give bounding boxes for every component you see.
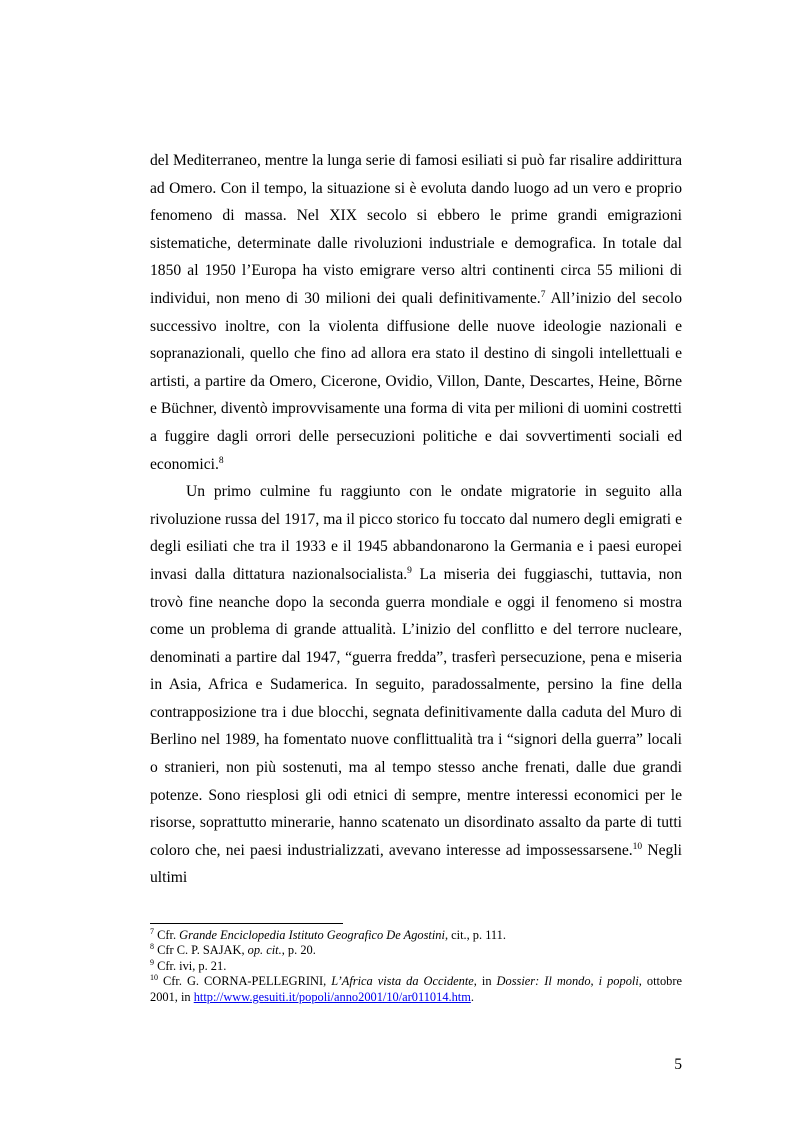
text-run: , in	[473, 974, 497, 989]
footnote-number: 9	[150, 957, 154, 967]
footnote-8	[150, 943, 682, 958]
footnote-ref-9[interactable]: 9	[407, 565, 412, 576]
text-run: Cfr. ivi, p. 21.	[157, 958, 227, 973]
footnotes	[150, 928, 682, 1005]
text-run: .	[470, 989, 474, 1004]
text-run: Cfr C. P. SAJAK,	[157, 943, 248, 958]
text-run: Cfr.	[157, 928, 180, 942]
text-run: , cit., p. 111.	[444, 928, 506, 942]
paragraph-1	[150, 147, 682, 478]
text-run: del Mediterraneo, mentre la lunga serie di famosi esiliati si può far risalire addirittura ad Omero. Con il tempo, la situazione si è evoluta dando luogo ad un vero e proprio fenomeno di massa. Nel XIX secolo si ebbero le prime grandi emigrazioni sistematiche, determinate dalle rivoluzioni industriale e demografica. In totale dal 1850 al 1950 l’Europa ha visto emigrare verso altri continenti circa 55 milioni di individui, non meno di 30 milioni dei quali definitivamente.	[150, 152, 682, 307]
footnote-ref-10[interactable]: 10	[632, 841, 643, 852]
text-run: Negli ultimi	[150, 841, 682, 887]
footnote-7	[150, 928, 682, 943]
text-run: Cfr. G. CORNA-PELLEGRINI,	[163, 974, 332, 989]
footnote-ref-7[interactable]: 7	[540, 289, 546, 300]
text-run: Un primo culmine fu raggiunto con le ondate migratorie in seguito alla rivoluzione russa del 1917, ma il picco storico fu toccato dal numero degli emigrati e degli esiliati che tra il 1933 e il 1945 abbandonarono la Germania e i paesi europei invasi dalla dittatura nazionalsocialista.	[150, 483, 682, 583]
footnote-9	[150, 959, 682, 974]
italic-title: Dossier: Il mondo, i popoli	[496, 974, 639, 989]
text-run: , ottobre 2001, in	[150, 974, 682, 1004]
footnote-10	[150, 974, 682, 1005]
paragraph-2	[150, 478, 682, 892]
footnote-ref-8[interactable]: 8	[218, 455, 224, 466]
italic-title: Grande Enciclopedia Istituto Geografico De Agostini	[179, 928, 445, 942]
footnote-number: 10	[150, 973, 158, 983]
italic-title: op. cit.	[247, 943, 282, 958]
page-number: 5	[674, 1056, 682, 1073]
text-run: , p. 20.	[281, 943, 316, 958]
footnote-separator	[150, 923, 343, 924]
footnote-number: 8	[150, 942, 154, 952]
body-text	[150, 147, 682, 892]
italic-title: L’Africa vista da Occidente	[331, 974, 474, 989]
text-run: La miseria dei fuggiaschi, tuttavia, non trovò fine neanche dopo la seconda guerra mondiale e oggi il fenomeno si mostra come un problema di grande attualità. L’inizio del conflitto e del terrore nucleare, denominati a partire dal 1947, “guerra fredda”, trasferì persecuzione, pena e miseria in Asia, Africa e Sudamerica. In seguito, paradossalmente, persino la fine della contrapposizione tra i due blocchi, segnata definitivamente dalla caduta del Muro di Berlino nel 1989, ha fomentato nuove conflittualità tra i “signori della guerra” locali o stranieri, non più sostenuti, ma al tempo stesso anche frenati, dalle due grandi potenze. Sono riesplosi gli odi etnici di sempre, mentre interessi economici per le risorse, soprattutto minerarie, hanno scatenato un disordinato assalto da parte di tutti coloro che, nei paesi industrializzati, avevano interesse ad impossessarsene.	[150, 565, 682, 859]
text-run: All’inizio del secolo successivo inoltre, con la violenta diffusione delle nuove ideologie nazionali e sopranazionali, quello che fino ad allora era stato il destino di singoli intellettuali e artisti, a partire da Omero, Cicerone, Ovidio, Villon, Dante, Descartes, Heine, Bõrne e Büchner, diventò improvvisamente una forma di vita per milioni di uomini costretti a fuggire dagli orrori delle persecuzioni politiche e dai sovvertimenti sociali ed economici.	[150, 289, 682, 473]
source-link[interactable]: http://www.gesuiti.it/popoli/anno2001/10/ar011014.htm	[193, 989, 471, 1004]
footnote-number: 7	[150, 927, 154, 936]
